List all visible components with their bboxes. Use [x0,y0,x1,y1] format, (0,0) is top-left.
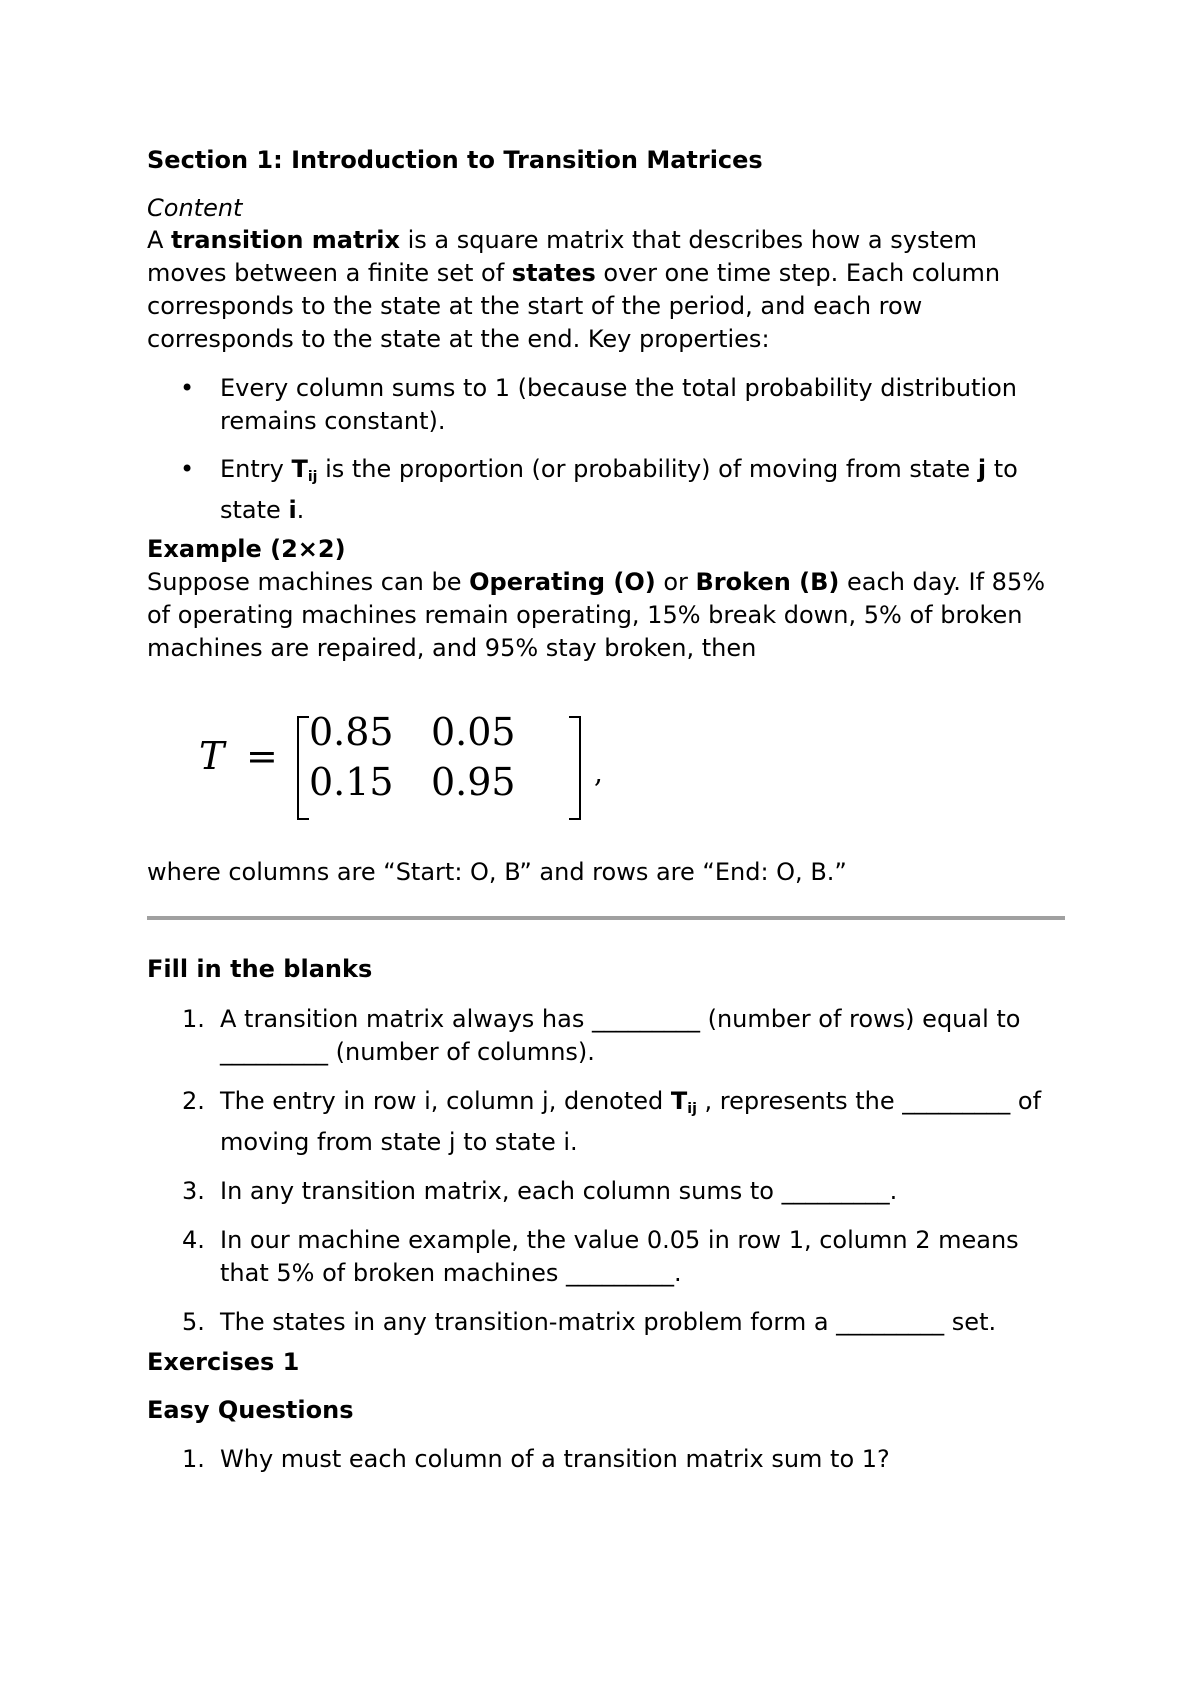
bullet-icon: • [180,374,195,402]
easy-questions-title: Easy Questions [147,1396,354,1424]
transition-matrix-equation [199,710,603,820]
key-properties-list [147,372,1067,542]
list-item: 4. In our machine example, the value 0.05 in row 1, column 2 means that 5% of broken machines _________. [182,1226,1019,1287]
equals-sign: = [246,734,278,778]
matrix-cell: 0.05 [431,710,516,754]
matrix-comma: , [594,756,603,789]
matrix-cell: 0.95 [431,760,516,804]
section-title: Section 1: Introduction to Transition Matrices [147,146,763,174]
fill-in-list [147,1003,1067,1355]
content-label: Content [147,194,243,222]
list-item: 1. Why must each column of a transition matrix sum to 1? [182,1445,890,1473]
list-item: 5. The states in any transition-matrix problem form a _________ set. [182,1308,997,1336]
right-bracket [569,716,581,820]
horizontal-rule [147,916,1065,920]
example-paragraph: Suppose machines can be Operating (O) or Broken (B) each day. If 85% of operating machines remain operating, 15% break down, 5% of broken machines are repaired, and 95% stay broken, then [147,568,1046,662]
list-item: 1. A transition matrix always has _________ (number of rows) equal to _________ (number of columns). [182,1005,1021,1066]
left-bracket [297,716,309,820]
bullet-icon: • [180,455,195,483]
exercises-title: Exercises 1 [147,1348,300,1376]
intro-paragraph: A transition matrix is a square matrix that describes how a system moves between a finite set of states over one time step. Each column corresponds to the state at the start of the period, and each row corresponds to the state at the end. Key properties: [147,226,1001,353]
example-title: Example (2×2) [147,535,346,563]
matrix-cell: 0.85 [309,710,394,754]
list-item: • Entry $T_{ij}$ is the proportion (or probability) of moving from state j to state i. [180,455,1018,524]
list-item: 2. The entry in row i, column j, denoted $T_{ij}$ , represents the _________ of moving from state j to state i. [182,1087,1042,1156]
term-states: states [511,259,596,287]
matrix-variable: T [199,734,225,778]
list-item: • Every column sums to 1 (because the total probability distribution remains constant). [180,374,1018,435]
matrix-cell: 0.15 [309,760,394,804]
easy-questions-list [147,1443,1067,1492]
matrix-caption: where columns are “Start: O, B” and rows are “End: O, B.” [147,858,847,886]
fill-in-title: Fill in the blanks [147,955,373,983]
term-transition-matrix: transition matrix [171,226,400,254]
list-item: 3. In any transition matrix, each column sums to _________. [182,1177,898,1205]
